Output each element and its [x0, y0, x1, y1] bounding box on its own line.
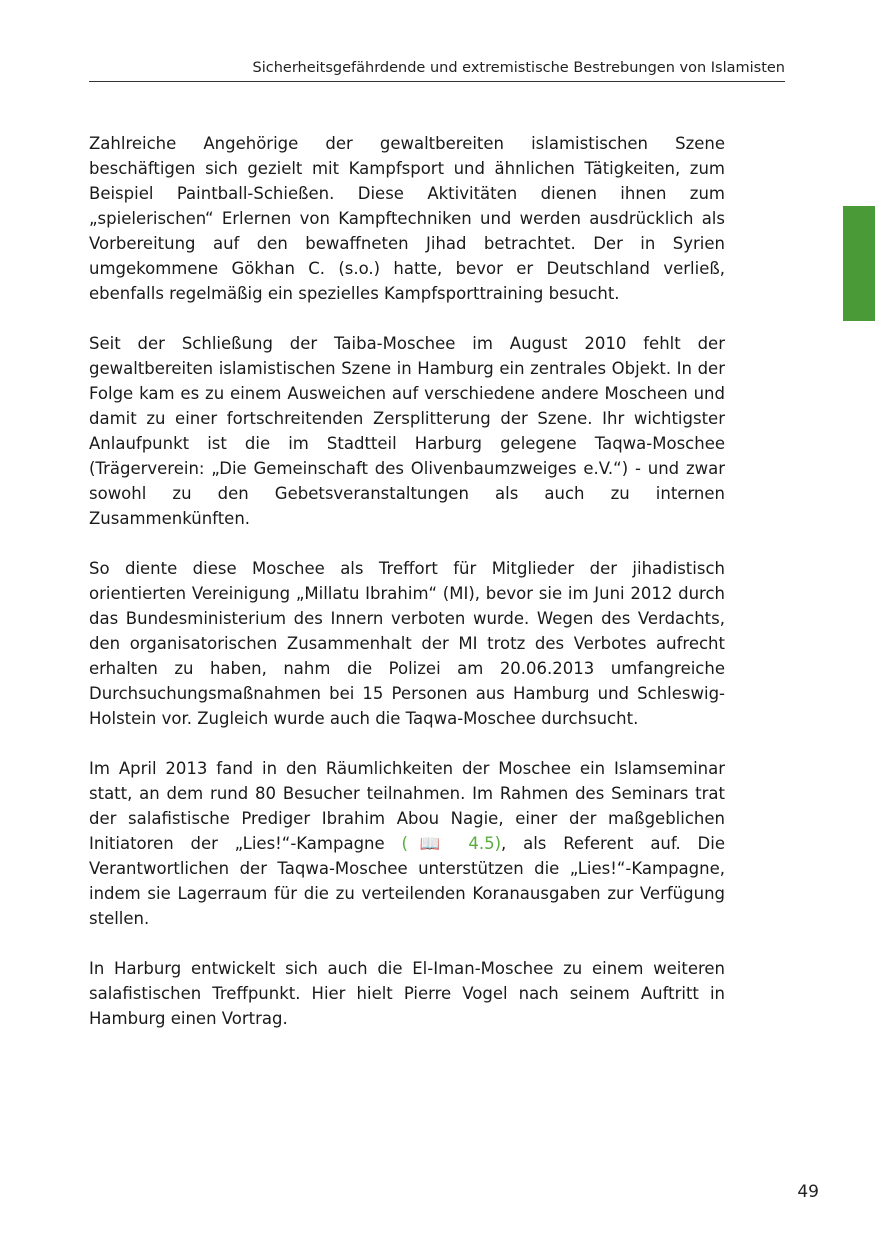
paragraph-taiba-mosque: Seit der Schließung der Taiba-Moschee im August 2010 fehlt der gewaltbereiten islamistischen Szene in Hamburg ein zentrales Objekt. In der Folge kam es zu einem Ausweichen auf verschiedene andere Moscheen und damit zu einer fortschreitenden Zersplitterung der Szene. Ihr wichtigster Anlaufpunkt ist die im Stadtteil Harburg gelegene Taqwa-Moschee (Trägerverein: „Die Gemeinschaft des Olivenbaumzweiges e.V.“) - und zwar sowohl zu den Gebetsveranstaltungen als auch zu internen Zusammenkünften. [89, 334, 725, 528]
cross-reference-link[interactable]: (📖 4.5) [401, 834, 502, 853]
paragraph-islam-seminar-text-before: Im April 2013 fand in den Räumlichkeiten der Moschee ein Islamseminar statt, an dem rund 80 Besucher teilnahmen. Im Rahmen des Seminars trat der salafistische Prediger Ibrahim Abou Nagie, einer der maßgeblichen Initiatoren der „Lies!“-Kampagne [89, 759, 725, 853]
paragraph-islam-seminar [89, 756, 725, 931]
paragraph-martial-arts: Zahlreiche Angehörige der gewaltbereiten islamistischen Szene beschäftigen sich gezielt mit Kampfsport und ähnlichen Tätigkeiten, zum Beispiel Paintball-Schießen. Diese Aktivitäten dienen ihnen zum „spielerischen“ Erlernen von Kampftechniken und werden ausdrücklich als Vorbereitung auf den bewaffneten Jihad betrachtet. Der in Syrien umgekommene Gökhan C. (s.o.) hatte, bevor er Deutschland verließ, ebenfalls regelmäßig ein spezielles Kampfsporttraining besucht. [89, 134, 725, 303]
paragraph-el-iman-mosque: In Harburg entwickelt sich auch die El-Iman-Moschee zu einem weiteren salafistischen Treffpunkt. Hier hielt Pierre Vogel nach seinem Auftritt in Hamburg einen Vortrag. [89, 959, 725, 1028]
running-header-title: Sicherheitsgefährdende und extremistische Bestrebungen von Islamisten [252, 60, 785, 76]
paragraph-islam-seminar-text-after: , als Referent auf. Die Verantwortlichen der Taqwa-Moschee unterstützen die „Lies!“-Kampagne, indem sie Lagerraum für die zu verteilenden Koranausgaben zur Verfügung stellen. [89, 834, 725, 928]
body-text [89, 131, 725, 1056]
paragraph-millatu-ibrahim: So diente diese Moschee als Treffort für Mitglieder der jihadistisch orientierten Vereinigung „Millatu Ibrahim“ (MI), bevor sie im Juni 2012 durch das Bundesministerium des Innern verboten wurde. Wegen des Verdachts, den organisatorischen Zusammenhalt der MI trotz des Verbotes aufrecht erhalten zu haben, nahm die Polizei am 20.06.2013 umfangreiche Durchsuchungsmaßnahmen bei 15 Personen aus Hamburg und Schleswig-Holstein vor. Zugleich wurde auch die Taqwa-Moschee durchsucht. [89, 559, 725, 728]
running-header [89, 58, 785, 82]
page-number: 49 [797, 1182, 819, 1202]
chapter-thumb-tab [843, 206, 875, 321]
